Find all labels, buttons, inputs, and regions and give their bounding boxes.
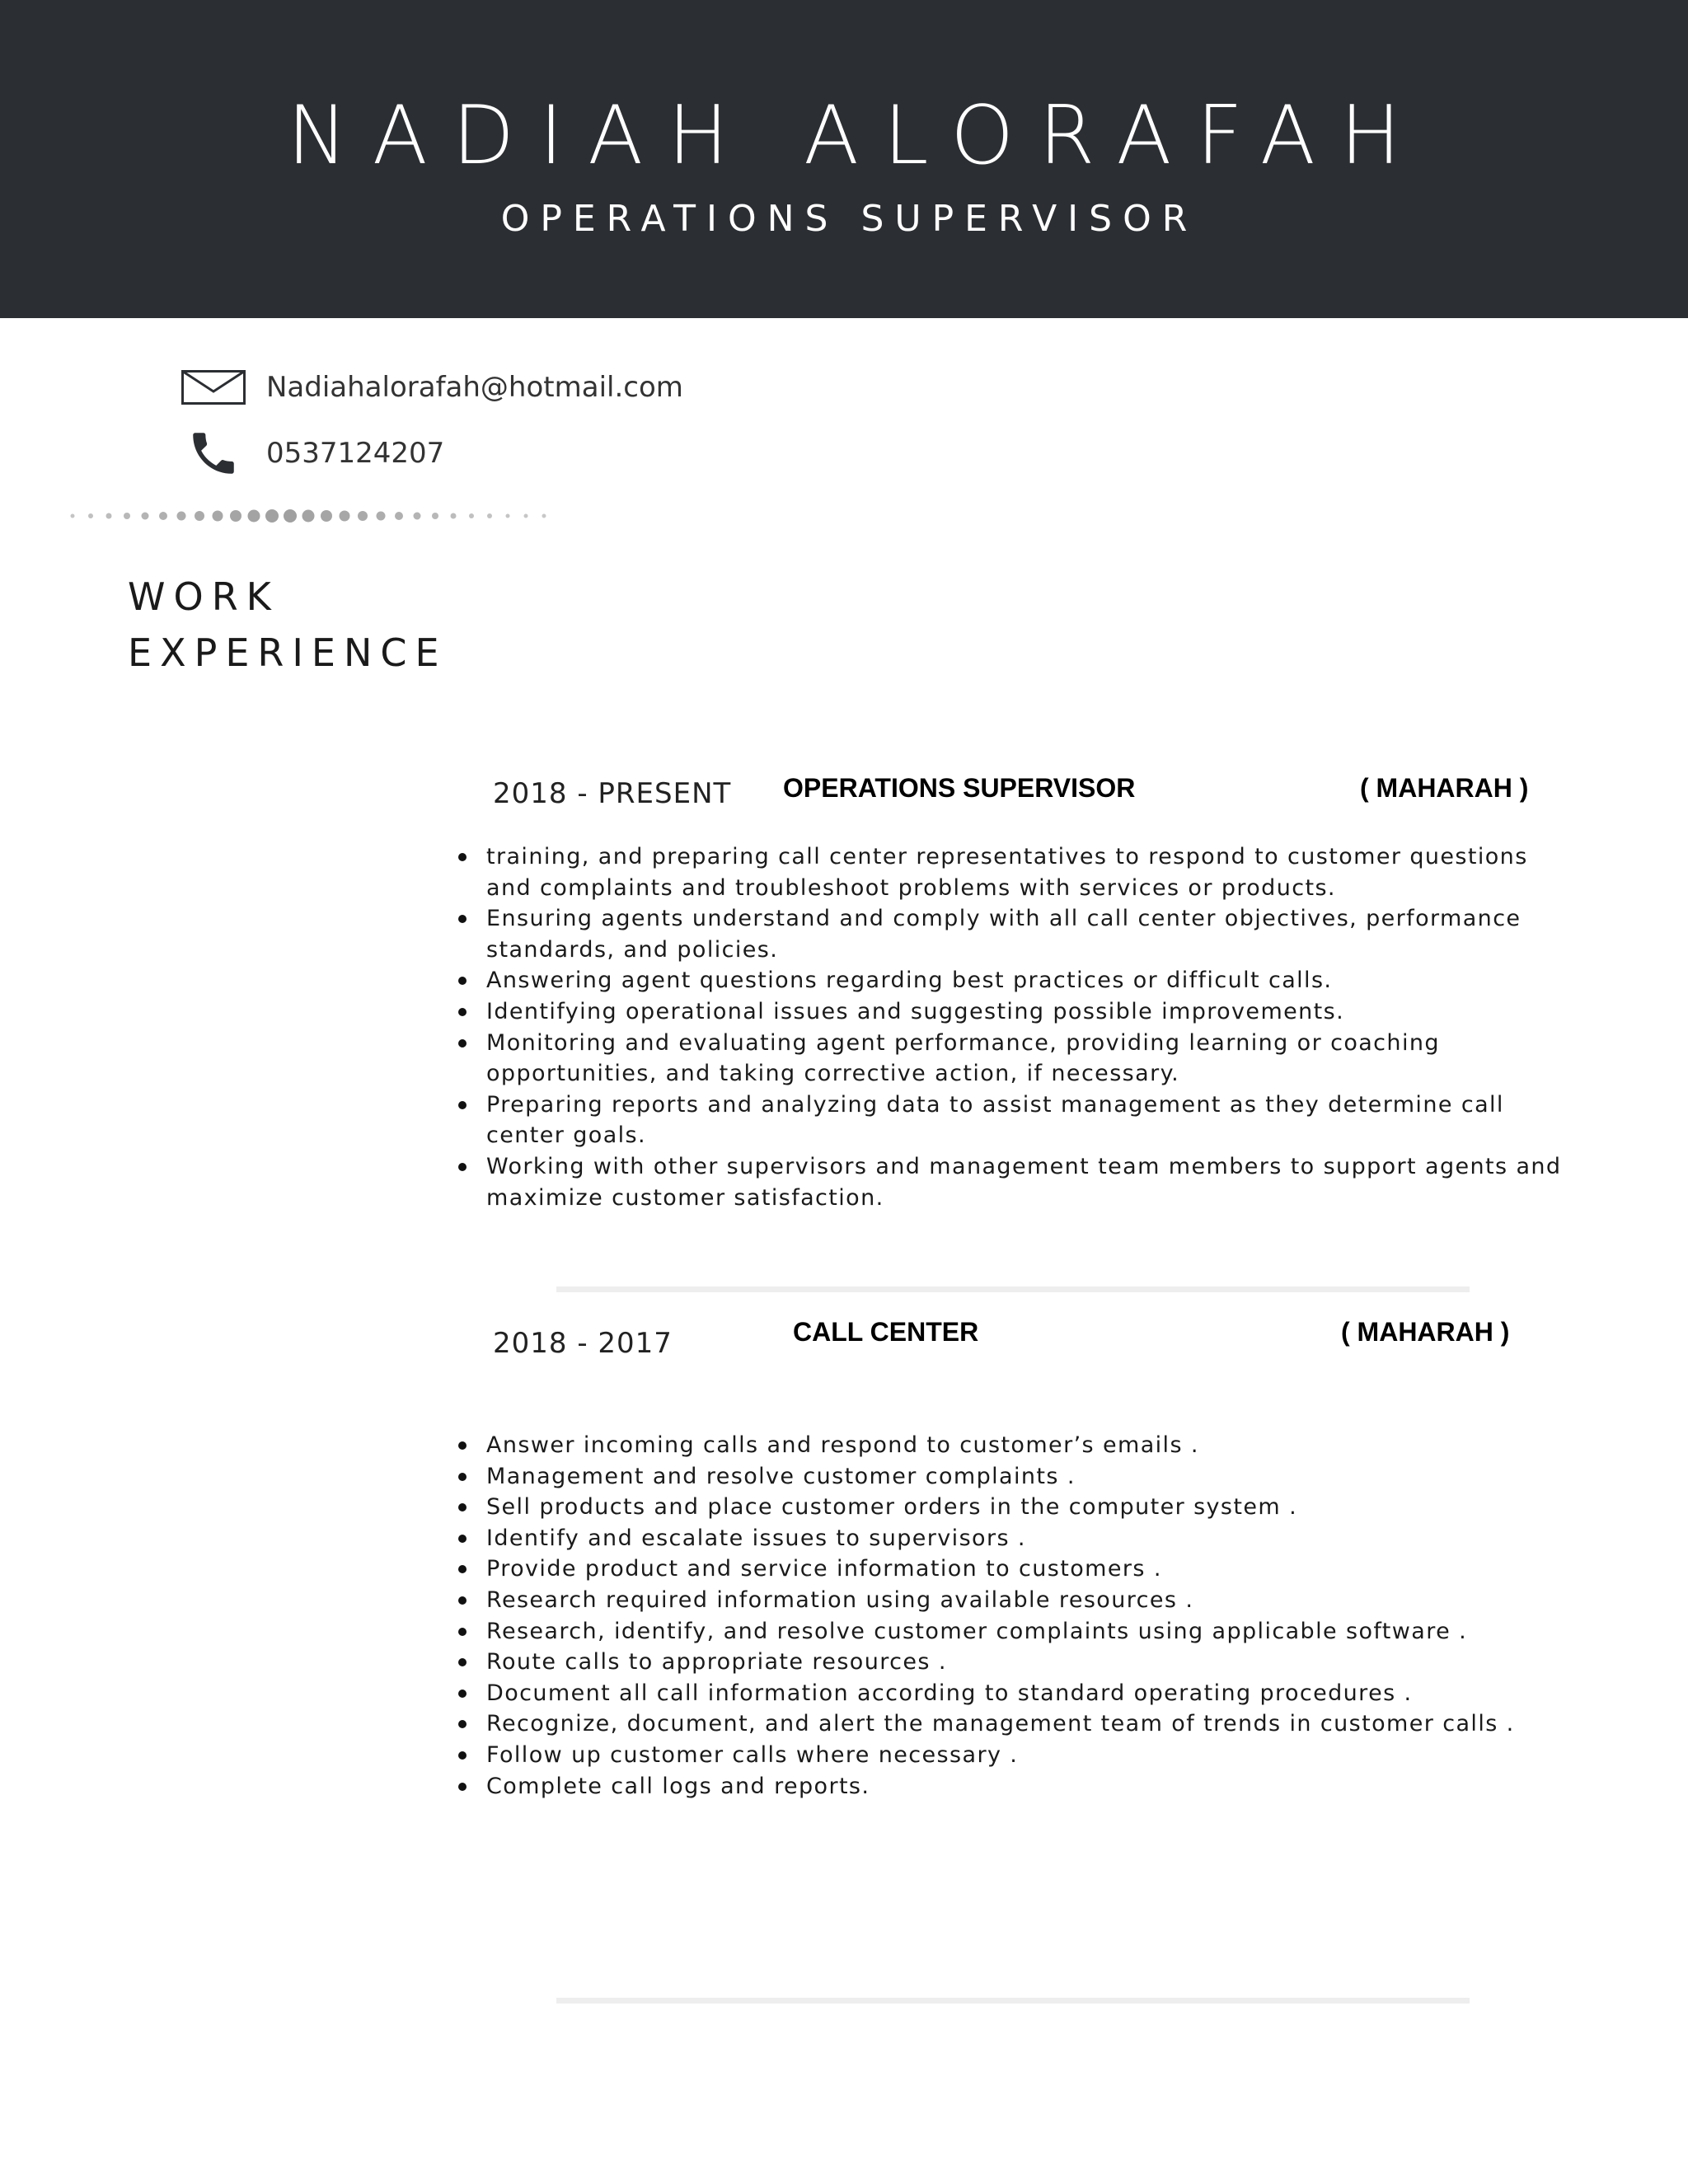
phone-number[interactable]: 0537124207 <box>266 437 445 470</box>
decorative-dot-divider <box>66 506 560 526</box>
heading-line-2: EXPERIENCE <box>128 630 448 675</box>
list-item: Identifying operational issues and suggesting possible improvements. <box>458 996 1579 1028</box>
list-item: Answering agent questions regarding best practices or difficult calls. <box>458 965 1579 996</box>
section-divider <box>556 1286 1470 1292</box>
list-item: Route calls to appropriate resources . <box>458 1647 1579 1678</box>
header-banner <box>0 0 1688 318</box>
job-2-dates: 2018 - 2017 <box>493 1327 673 1360</box>
job-1-duties <box>458 841 1579 1213</box>
heading-line-1: WORK <box>128 574 279 619</box>
phone-icon <box>181 429 246 478</box>
list-item: Follow up customer calls where necessary . <box>458 1740 1579 1771</box>
job-1-dates: 2018 - PRESENT <box>493 777 732 810</box>
list-item: Answer incoming calls and respond to customer’s emails . <box>458 1430 1579 1461</box>
work-experience-heading <box>128 569 448 681</box>
list-item: Sell products and place customer orders in the computer system . <box>458 1492 1579 1523</box>
email-row <box>181 363 683 412</box>
job-2-duties <box>458 1430 1579 1802</box>
candidate-title: OPERATIONS SUPERVISOR <box>500 198 1198 240</box>
job-2-company: ( MAHARAH ) <box>1341 1317 1510 1347</box>
list-item: Research, identify, and resolve customer complaints using applicable software . <box>458 1616 1579 1647</box>
phone-row <box>181 429 445 478</box>
list-item: Working with other supervisors and management team members to support agents and maximize customer satisfaction. <box>458 1151 1579 1213</box>
list-item: Document all call information according to standard operating procedures . <box>458 1678 1579 1709</box>
section-divider <box>556 1998 1470 2004</box>
list-item: Management and resolve customer complaints . <box>458 1461 1579 1493</box>
job-2-role: CALL CENTER <box>793 1317 979 1347</box>
list-item: Provide product and service information to customers . <box>458 1554 1579 1585</box>
list-item: Recognize, document, and alert the management team of trends in customer calls . <box>458 1708 1579 1740</box>
list-item: Complete call logs and reports. <box>458 1771 1579 1802</box>
envelope-icon <box>181 363 246 412</box>
email-address[interactable]: Nadiahalorafah@hotmail.com <box>266 371 683 404</box>
list-item: Monitoring and evaluating agent performance, providing learning or coaching opportunities, and taking corrective action, if necessary. <box>458 1028 1579 1090</box>
candidate-name: NADIAH ALORAFAH <box>287 89 1426 183</box>
list-item: training, and preparing call center representatives to respond to customer questions and complaints and troubleshoot problems with services or products. <box>458 841 1579 903</box>
list-item: Preparing reports and analyzing data to assist management as they determine call center goals. <box>458 1090 1579 1151</box>
list-item: Research required information using available resources . <box>458 1585 1579 1616</box>
list-item: Ensuring agents understand and comply with all call center objectives, performance standards, and policies. <box>458 903 1579 965</box>
job-1-role: OPERATIONS SUPERVISOR <box>783 773 1136 803</box>
job-1-company: ( MAHARAH ) <box>1360 773 1529 803</box>
list-item: Identify and escalate issues to supervisors . <box>458 1523 1579 1554</box>
